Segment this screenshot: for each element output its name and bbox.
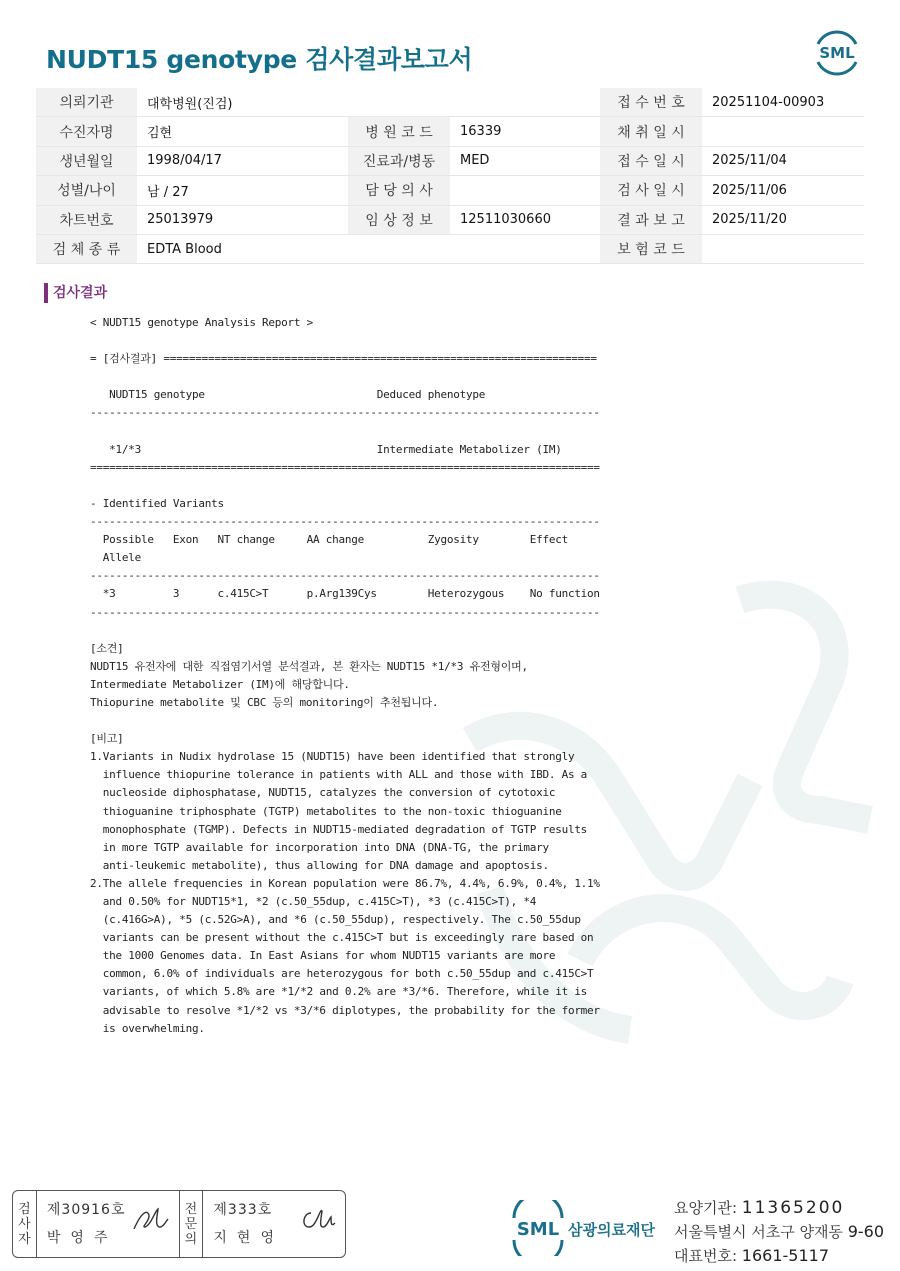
info-value: 남 / 27	[137, 176, 348, 205]
patient-info-table	[36, 88, 864, 264]
info-value: 김현	[137, 117, 348, 146]
footer-code-value: 11365200	[741, 1198, 845, 1218]
footer-phone-label: 대표번호:	[674, 1247, 738, 1265]
specialist-name: 지현영	[213, 1230, 284, 1246]
section-title: 검사결과	[44, 283, 107, 303]
specialist-signature-icon	[297, 1205, 337, 1235]
info-label: 채 취 일 시	[600, 117, 702, 146]
footer-brand: 삼광의료재단	[568, 1221, 655, 1239]
footer-logo-icon	[510, 1200, 660, 1256]
info-label: 접 수 번 호	[600, 88, 702, 117]
info-label: 병 원 코 드	[348, 117, 450, 146]
info-label: 진료과/병동	[348, 146, 450, 175]
info-row	[36, 117, 864, 146]
info-label: 결 과 보 고	[600, 205, 702, 234]
info-label: 수진자명	[36, 117, 137, 146]
examiner-label: 검 사 자	[13, 1191, 37, 1257]
footer-address-no: 9-60	[847, 1222, 885, 1241]
info-label	[348, 234, 450, 263]
sml-logo-icon	[812, 30, 862, 76]
footer-phone: 1661-5117	[741, 1246, 830, 1265]
info-label: 담 당 의 사	[348, 176, 450, 205]
signature-box	[12, 1190, 346, 1258]
info-value: MED	[450, 146, 600, 175]
info-value: 20251104-00903	[702, 88, 864, 117]
info-value	[450, 234, 600, 263]
info-row	[36, 205, 864, 234]
info-label: 생년월일	[36, 146, 137, 175]
info-value: 2025/11/04	[702, 146, 864, 175]
examiner-name: 박영주	[46, 1230, 118, 1246]
info-label: 접 수 일 시	[600, 146, 702, 175]
info-value	[702, 234, 864, 263]
info-label	[348, 88, 450, 117]
info-value	[450, 88, 600, 117]
info-value: 2025/11/06	[702, 176, 864, 205]
footer-code-label: 요양기관:	[674, 1199, 738, 1217]
specialist-license-no: 제333호	[213, 1202, 273, 1218]
info-label: 차트번호	[36, 205, 137, 234]
examiner-signature-icon	[131, 1205, 171, 1235]
footer-info	[674, 1196, 884, 1268]
specialist-label: 전 문 의	[180, 1191, 204, 1257]
footer-address: 서울특별시 서초구 양재동	[674, 1223, 843, 1241]
info-label: 의뢰기관	[36, 88, 137, 117]
info-label: 임 상 정 보	[348, 205, 450, 234]
report-body: < NUDT15 genotype Analysis Report > = [검사결과] ==================================================================== NUDT15 genotype Deduced phenotype -------------------------------------------------------------------------------- *1/*3 Intermediate Metabolizer (IM) ================================================================================ - Identified Variants -------------------------------------------------------------------------------- Possible Exon NT change AA change Zygosity Effect Allele -------------------------------------------------------------------------------- *3 3 c.415C>T p.Arg139Cys Heterozygous No function -------------------------------------------------------------------------------- [소견] NUDT15 유전자에 대한 직접염기서열 분석결과, 본 환자는 NUDT15 *1/*3 유전형이며, Intermediate Metabolizer (IM)에 해당합니다. Thiopurine metabolite 및 CBC 등의 monitoring이 추천됩니다. [비고] 1.Variants in Nudix hydrolase 15 (NUDT15) have been identified that strongly influence thiopurine tolerance in patients with ALL and those with IBD. As a nucleoside diphosphatase, NUDT15, catalyzes the conversion of cytotoxic thioguanine triphosphate (TGTP) metabolites to the non-toxic thioguanine monophosphate (TGMP). Defects in NUDT15-mediated degradation of TGTP results in more TGTP available for incorporation into DNA (DNA-TG, the primary anti-leukemic metabolite), thus allowing for DNA damage and apoptosis. 2.The allele frequencies in Korean population were 86.7%, 4.4%, 6.9%, 0.4%, 1.1% and 0.50% for NUDT15*1, *2 (c.50_55dup, c.415C>T), *3 (c.415C>T), *4 (c.416G>A), *5 (c.52G>A), and *6 (c.50_55dup), respectively. The c.50_55dup variants can be present without the c.415C>T but is exceedingly rare based on the 1000 Genomes data. In East Asians for whom NUDT15 variants are more common, 6.0% of individuals are heterozygous for both c.50_55dup and c.415C>T variants, of which 5.8% are *1/*2 and 0.2% are *3/*6. Therefore, while it is advisable to resolve *1/*2 vs *3/*6 diplotypes, the probability for the former is overwhelming.	[90, 316, 600, 1035]
info-value: 1998/04/17	[137, 146, 348, 175]
info-row	[36, 176, 864, 205]
examiner-license-no: 제30916호	[46, 1202, 126, 1218]
info-value	[702, 117, 864, 146]
info-value: 12511030660	[450, 205, 600, 234]
info-value: 2025/11/20	[702, 205, 864, 234]
specialist-cell	[203, 1191, 345, 1257]
footer-logo-text: SML	[516, 1219, 560, 1240]
info-value: 대학병원(진검)	[137, 88, 348, 117]
logo-text: SML	[819, 44, 855, 62]
report-title: NUDT15 genotype 검사결과보고서	[46, 45, 473, 74]
info-label: 검 사 일 시	[600, 176, 702, 205]
info-value: 25013979	[137, 205, 348, 234]
info-label: 성별/나이	[36, 176, 137, 205]
info-value: 16339	[450, 117, 600, 146]
info-row	[36, 88, 864, 117]
info-row	[36, 234, 864, 263]
info-label: 보 험 코 드	[600, 234, 702, 263]
examiner-cell	[37, 1191, 180, 1257]
info-row	[36, 146, 864, 175]
info-value: EDTA Blood	[137, 234, 348, 263]
info-value	[450, 176, 600, 205]
info-label: 검 체 종 류	[36, 234, 137, 263]
